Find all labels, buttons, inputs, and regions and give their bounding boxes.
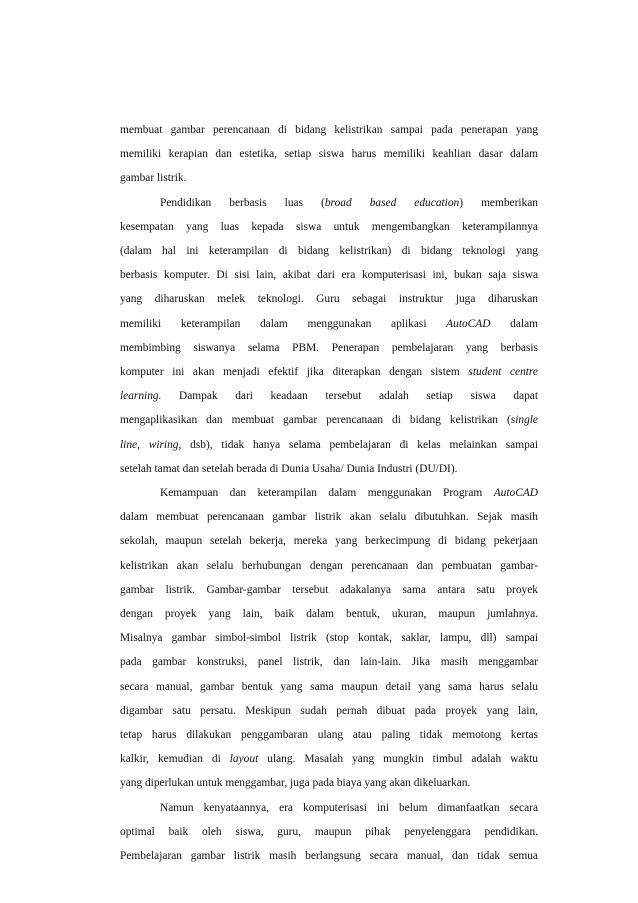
- text-line: setelah tamat dan setelah berada di Dunia Usaha/ Dunia Industri (DU/DI).: [120, 462, 458, 475]
- text-line: sekolah, maupun setelah bekerja, mereka yang berkecimpung di bidang pekerjaan: [120, 535, 538, 548]
- italic-term: layout: [229, 753, 259, 766]
- italic-term: AutoCAD: [446, 317, 491, 330]
- text-line: kesempatan yang luas kepada siswa untuk mengembangkan keterampilannya: [120, 220, 538, 233]
- text-line: gambar listrik. Gambar-gambar tersebut adakalanya sama antara satu proyek: [120, 583, 538, 596]
- text-line: komputer ini akan menjadi efektif jika diterapkan dengan sistem student centre: [120, 366, 538, 379]
- text-line: gambar listrik.: [120, 172, 187, 185]
- text-line: tetap harus dilakukan penggambaran ulang atau paling tidak memotong kertas: [120, 729, 538, 742]
- text-line: Pendidikan berbasis luas (broad based education) memberikan: [160, 196, 539, 209]
- text-line: learning. Dampak dari keadaan tersebut adalah setiap siswa dapat: [120, 390, 538, 403]
- text-line: Pembelajaran gambar listrik masih berlangsung secara manual, dan tidak semua: [120, 850, 538, 863]
- italic-term: student centre: [468, 366, 538, 379]
- italic-term: line, wiring,: [120, 438, 182, 451]
- paragraph: [120, 118, 538, 191]
- italic-term: learning.: [120, 390, 162, 403]
- text-line: Kemampuan dan keterampilan dalam menggunakan Program AutoCAD: [160, 487, 538, 500]
- text-line: Namun kenyataannya, era komputerisasi ini belum dimanfaatkan secara: [160, 801, 538, 814]
- text-line: yang diharuskan melek teknologi. Guru sebagai instruktur juga diharuskan: [120, 293, 538, 306]
- text-line: memiliki keterampilan dalam menggunakan aplikasi AutoCAD dalam: [120, 317, 538, 330]
- text-line: memiliki kerapian dan estetika, setiap siswa harus memiliki keahlian dasar dalam: [120, 148, 538, 161]
- text-line: dalam membuat perencanaan gambar listrik akan selalu dibutuhkan. Sejak masih: [120, 511, 538, 524]
- text-line: dengan proyek yang lain, baik dalam bentuk, ukuran, maupun jumlahnya.: [120, 608, 538, 621]
- paragraph: [120, 481, 538, 796]
- text-line: Misalnya gambar simbol-simbol listrik (stop kontak, saklar, lampu, dll) sampai: [120, 632, 538, 645]
- paragraph: [120, 191, 538, 481]
- text-line: membuat gambar perencanaan di bidang kelistrikan sampai pada penerapan yang: [120, 124, 538, 136]
- text-line: line, wiring, dsb), tidak hanya selama pembelajaran di kelas melainkan sampai: [120, 438, 539, 451]
- paragraph: [120, 796, 538, 869]
- italic-term: single: [510, 414, 538, 427]
- italic-term: broad based education: [324, 196, 460, 209]
- text-line: (dalam hal ini keterampilan di bidang kelistrikan) di bidang teknologi yang: [120, 245, 538, 258]
- body-text: [120, 118, 538, 868]
- text-line: mengaplikasikan dan membuat gambar perencanaan di bidang kelistrikan (single: [120, 414, 538, 427]
- text-line: berbasis komputer. Di sisi lain, akibat dari era komputerisasi ini, bukan saja siswa: [120, 269, 538, 282]
- document-page: [120, 118, 538, 868]
- text-line: membimbing siswanya selama PBM. Penerapan pembelajaran yang berbasis: [120, 341, 538, 354]
- text-line: digambar satu persatu. Meskipun sudah pernah dibuat pada proyek yang lain,: [120, 704, 538, 717]
- text-line: kelistrikan akan selalu berhubungan dengan perencanaan dan pembuatan gambar-: [120, 559, 538, 572]
- text-line: optimal baik oleh siswa, guru, maupun pihak penyelenggara pendidikan.: [120, 825, 538, 838]
- text-line: kalkir, kemudian di layout ulang. Masalah yang mungkin timbul adalah waktu: [120, 753, 538, 766]
- italic-term: AutoCAD: [493, 487, 538, 500]
- text-line: pada gambar konstruksi, panel listrik, dan lain-lain. Jika masih menggambar: [120, 656, 538, 669]
- text-line: yang diperlukan untuk menggambar, juga pada biaya yang akan dikeluarkan.: [120, 777, 471, 790]
- text-line: secara manual, gambar bentuk yang sama maupun detail yang sama harus selalu: [120, 680, 538, 693]
